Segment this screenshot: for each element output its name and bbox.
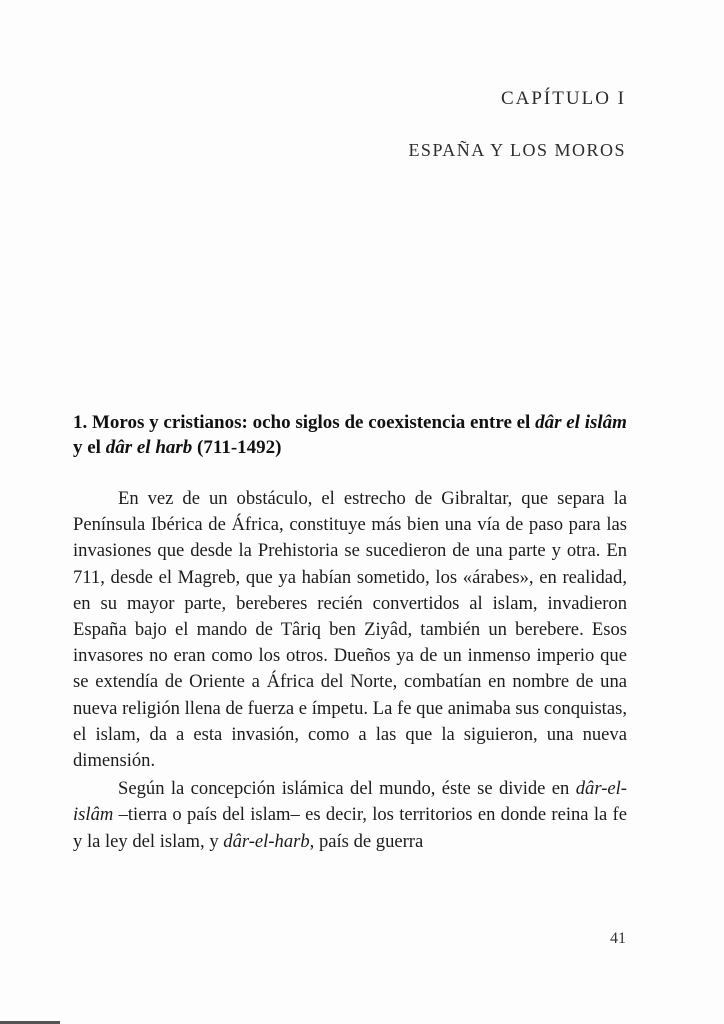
paragraph-2-text: –tierra o país del islam– es decir, los territorios en donde reina la fe y la ley del islam, y xyxy=(73,804,627,852)
section-heading xyxy=(73,410,627,460)
section-heading-text: 1. Moros y cristianos: ocho siglos de coexistencia entre el xyxy=(73,412,536,433)
chapter-label: CAPÍTULO I xyxy=(500,88,626,109)
section-heading-term-dar-el-harb: dâr el harb xyxy=(105,437,193,458)
section-heading-text: y el xyxy=(73,437,106,458)
paragraph-2 xyxy=(73,776,627,855)
term-dar-el-harb: dâr-el-harb xyxy=(223,830,310,852)
page-number: 41 xyxy=(610,930,626,947)
paragraph-1: En vez de un obstáculo, el estrecho de Gibraltar, que separa la Península Ibérica de África, constituye más bien una vía de paso para las invasiones que desde la Prehistoria se sucedieron de una parte y otra. En 711, desde el Magreb, que ya habían sometido, los «árabes», en realidad, en su mayor parte, bereberes recién convertidos al islam, invadieron España bajo el mando de Târiq ben Ziyâd, también un berebere. Esos invasores no eran como los otros. Dueños ya de un inmenso imperio que se extendía de Oriente a África del Norte, combatían en nombre de una nueva religión llena de fuerza e ímpetu. La fe que animaba sus conquistas, el islam, da a esta invasión, como a las que la siguieron, una nueva dimensión. xyxy=(73,488,627,772)
paragraph-2-text: , país de guerra xyxy=(309,830,424,852)
body-text xyxy=(73,486,627,855)
chapter-title: ESPAÑA Y LOS MOROS xyxy=(408,140,626,160)
paragraph-2-text: Según la concepción islámica del mundo, éste se divide en xyxy=(118,778,576,800)
section-heading-dates: (711-1492) xyxy=(192,437,282,458)
term-dar-el-islam: dâr-el-islâm xyxy=(73,778,627,826)
section-heading-term-dar-el-islam: dâr el islâm xyxy=(535,412,627,433)
